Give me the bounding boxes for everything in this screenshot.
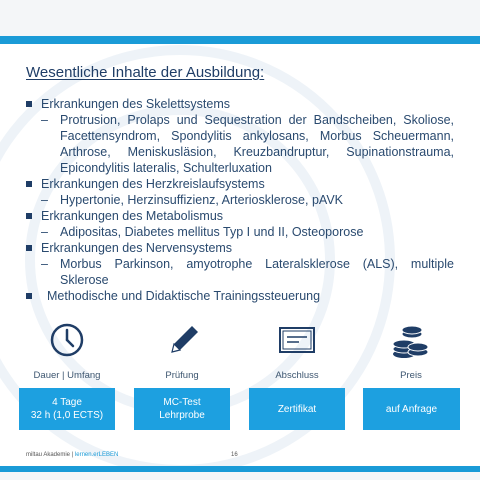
item-label: Methodische und Didaktische Trainingssteuerung	[47, 289, 321, 303]
duration-value: 4 Tage	[52, 397, 82, 408]
bottom-band	[0, 466, 480, 480]
item-label: Erkrankungen des Herzkreislaufsystems	[41, 177, 265, 191]
sub-item	[26, 224, 454, 240]
square-bullet-icon	[26, 213, 32, 219]
dash: –	[41, 225, 48, 239]
coins-icon	[390, 322, 430, 360]
brand-name: miltau Akademie |	[26, 452, 75, 458]
sub-item-text: Protrusion, Prolaps und Sequestration der Bandscheiben, Skoliose, Facettensyndrom, Spondylitis ankylosans, Morbus Scheuermann, Arthrose, Meniskusläsion, Kreuzbandruptur, Supinationstrauma, Epicondylitis lateralis, Schulterluxation	[60, 113, 454, 175]
item-label: Erkrankungen des Nervensystems	[41, 241, 233, 255]
sub-item-text: Adipositas, Diabetes mellitus Typ I und II, Osteoporose	[60, 225, 364, 239]
price-box	[363, 388, 460, 430]
brand-tagline: lernen.erLEBEN	[74, 452, 119, 458]
exam-label: Prüfung	[165, 370, 199, 381]
item-label: Erkrankungen des Metabolismus	[41, 209, 224, 223]
sub-item	[26, 192, 454, 208]
certificate-box	[249, 388, 345, 430]
dash: –	[41, 193, 48, 207]
duration-hours: 32 h (1,0 ECTS)	[30, 410, 104, 421]
dash: –	[41, 257, 48, 271]
square-bullet-icon	[26, 181, 32, 187]
list-item	[26, 96, 454, 112]
item-label: Erkrankungen des Skelettsystems	[41, 97, 230, 111]
certificate-value: Zertifikat	[277, 403, 317, 415]
footer-brand	[26, 452, 118, 458]
clock-icon	[49, 322, 85, 358]
page-number: 16	[231, 452, 238, 458]
square-bullet-icon	[26, 101, 32, 107]
list-item	[26, 288, 454, 304]
sub-item	[26, 112, 454, 176]
exam-box	[134, 388, 230, 430]
duration-label: Dauer | Umfang	[33, 370, 101, 381]
list-item	[26, 176, 454, 192]
square-bullet-icon	[26, 245, 32, 251]
sub-item-text: Hypertonie, Herzinsuffizienz, Arteriosklerose, pAVK	[60, 193, 343, 207]
pencil-icon	[166, 322, 202, 358]
certificate-icon	[277, 322, 317, 358]
price-value: auf Anfrage	[385, 403, 438, 415]
certificate-label: Abschluss	[275, 370, 319, 381]
duration-box	[19, 388, 115, 430]
price-label: Preis	[400, 370, 422, 381]
square-bullet-icon	[26, 293, 32, 299]
list-item	[26, 240, 454, 256]
content-list	[26, 96, 454, 304]
page-heading: Wesentliche Inhalte der Ausbildung:	[26, 64, 265, 81]
list-item	[26, 208, 454, 224]
dash: –	[41, 113, 48, 127]
top-band	[0, 0, 480, 44]
exam-value: MC-Test	[163, 397, 201, 408]
sub-item-text: Morbus Parkinson, amyotrophe Lateralsklerose (ALS), multiple Sklerose	[60, 257, 454, 287]
sub-item	[26, 256, 454, 288]
exam-value-2: Lehrprobe	[159, 410, 205, 421]
